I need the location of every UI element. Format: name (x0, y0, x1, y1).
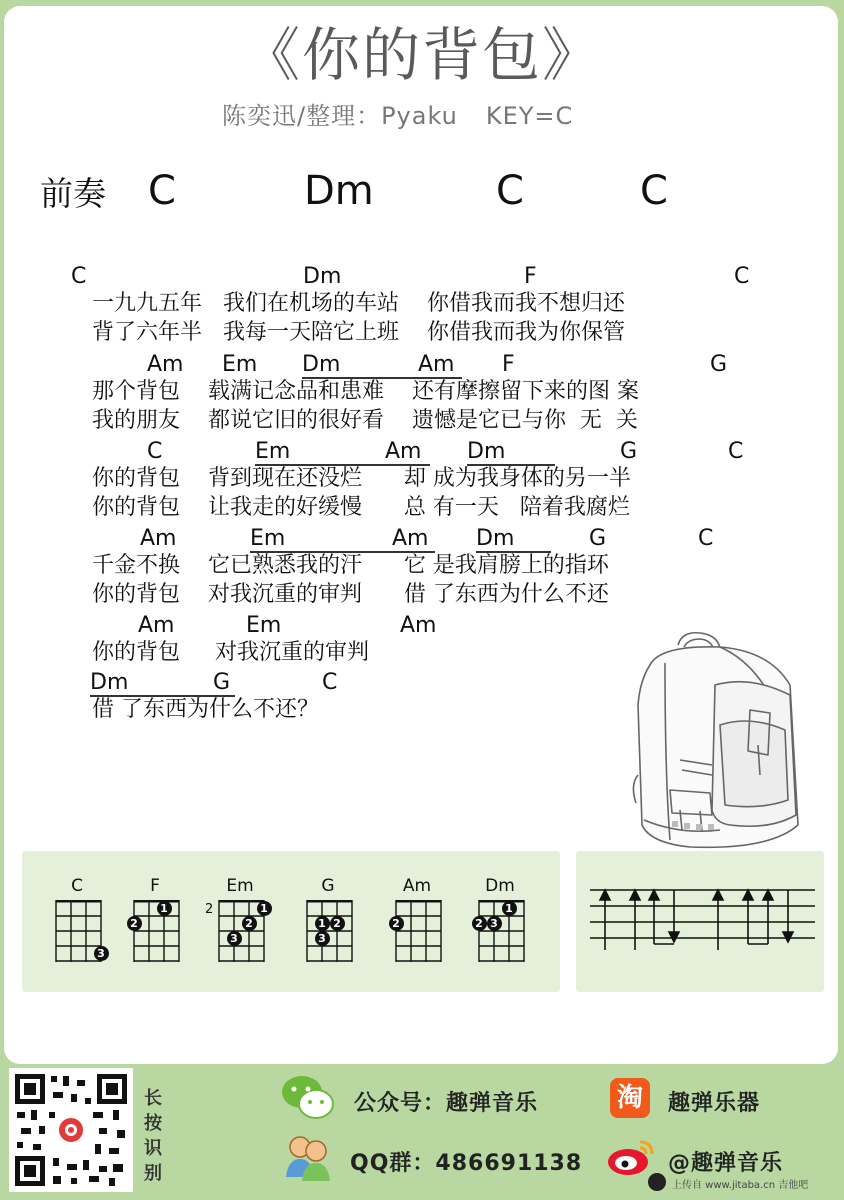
chord-mark: G (213, 670, 231, 695)
chord-mark: Am (385, 439, 422, 464)
chord-mark: Dm (476, 526, 515, 551)
chord-mark: G (620, 439, 638, 464)
taobao-icon: 淘 (610, 1078, 650, 1118)
chord-mark: C (322, 670, 338, 695)
scan-label (142, 1086, 164, 1186)
scan-label-char: 按 (144, 1113, 162, 1134)
chord-finger-dot: 2 (127, 916, 142, 931)
chord-mark: Am (400, 613, 437, 638)
chord-mark: Em (246, 613, 282, 638)
chord-diagram-name: F (150, 876, 160, 896)
wechat-icon (280, 1074, 336, 1122)
chord-mark: C (71, 264, 87, 289)
scan-label-char: 别 (144, 1163, 162, 1184)
chord-finger-dot: 3 (487, 916, 502, 931)
chord-finger-dot: 2 (242, 916, 257, 931)
chord-mark: G (589, 526, 607, 551)
chord-finger-dot: 2 (330, 916, 345, 931)
chord-mark: Em (250, 526, 286, 551)
chord-grid (306, 900, 353, 964)
qr-pattern (9, 1068, 133, 1192)
chord-mark: Em (255, 439, 291, 464)
artist-arranger: 陈奕迅/整理：Pyaku (222, 102, 458, 130)
lyric-line: 一九九五年 我们在机场的车站 你借我而我不想归还 (92, 291, 625, 316)
weibo-icon (606, 1134, 658, 1178)
lyric-line: 那个背包 载满记念品和患难 还有摩擦留下来的图 案 (92, 379, 639, 404)
chord-finger-dot: 1 (157, 901, 172, 916)
chord-mark: Em (222, 352, 258, 377)
qr-code[interactable] (9, 1068, 133, 1192)
lyric-line: 背了六年半 我每一天陪它上班 你借我而我为你保管 (92, 320, 625, 345)
chord-diagram-name: Em (226, 876, 254, 896)
chord-mark: Dm (467, 439, 506, 464)
chord-finger-dot: 2 (389, 916, 404, 931)
qq-group: QQ群：486691138 (350, 1151, 583, 1176)
chord-diagram-name: Dm (485, 876, 515, 896)
chord-mark: F (524, 264, 537, 289)
chord-mark: C (728, 439, 744, 464)
lyric-line: 你的背包 对我沉重的审判 (92, 640, 369, 665)
intro-chord: C (148, 168, 176, 214)
intro-chord: C (640, 168, 668, 214)
chord-mark: Dm (302, 352, 341, 377)
chord-finger-dot: 1 (315, 916, 330, 931)
chord-fret-number: 2 (205, 902, 214, 917)
wechat-account: 公众号：趣弹音乐 (354, 1091, 539, 1116)
key-label: KEY=C (485, 102, 574, 130)
lyric-line: 你的背包 让我走的好缓慢 总 有一天 陪着我腐烂 (92, 495, 630, 520)
scan-label-char: 长 (144, 1088, 162, 1109)
chord-mark: C (698, 526, 714, 551)
chord-mark: Dm (303, 264, 342, 289)
chord-mark: Dm (90, 670, 129, 695)
chord-finger-dot: 3 (315, 931, 330, 946)
chord-diagram-name: G (321, 876, 335, 896)
song-title: 《你的背包》 (241, 21, 602, 89)
intro-chord: Dm (304, 168, 374, 214)
chord-mark: F (502, 352, 515, 377)
taobao-shop: 趣弹乐器 (668, 1091, 761, 1116)
scan-label-char: 识 (144, 1138, 162, 1159)
chord-finger-dot: 1 (257, 901, 272, 916)
intro-chord: C (496, 168, 524, 214)
chord-mark: G (710, 352, 728, 377)
chord-finger-dot: 3 (227, 931, 242, 946)
strum-pattern (590, 880, 815, 960)
chord-mark: Am (138, 613, 175, 638)
chord-mark: C (147, 439, 163, 464)
lyric-line: 千金不换 它已熟悉我的汗 它 是我肩膀上的指环 (92, 553, 609, 578)
chord-mark: C (734, 264, 750, 289)
chord-mark: Am (140, 526, 177, 551)
chord-finger-dot: 1 (502, 901, 517, 916)
lyric-line: 你的背包 对我沉重的审判 借 了东西为什么不还 (92, 582, 609, 607)
chord-finger-dot: 2 (472, 916, 487, 931)
lyric-line: 你的背包 背到现在还没烂 却 成为我身体的另一半 (92, 466, 631, 491)
backpack-illustration (620, 625, 840, 860)
lyric-line: 借 了东西为什么不还？ (92, 697, 319, 722)
weibo-account: @趣弹音乐 (668, 1151, 784, 1176)
lyric-line: 我的朋友 都说它旧的很好看 遗憾是它已与你 无 关 (92, 408, 638, 433)
qq-group-icon (282, 1133, 334, 1183)
watermark-text: 上传自 www.jitaba.cn 吉他吧 (672, 1180, 809, 1191)
song-subtitle (222, 96, 573, 131)
intro-label: 前奏 (40, 174, 106, 213)
chord-grid (395, 900, 442, 964)
chord-mark: Am (418, 352, 455, 377)
watermark-logo-icon (648, 1173, 666, 1191)
chord-mark: Am (392, 526, 429, 551)
chord-finger-dot: 3 (94, 946, 109, 961)
chord-mark: Am (147, 352, 184, 377)
chord-diagram-name: Am (402, 876, 432, 896)
chord-diagram-name: C (71, 876, 83, 896)
